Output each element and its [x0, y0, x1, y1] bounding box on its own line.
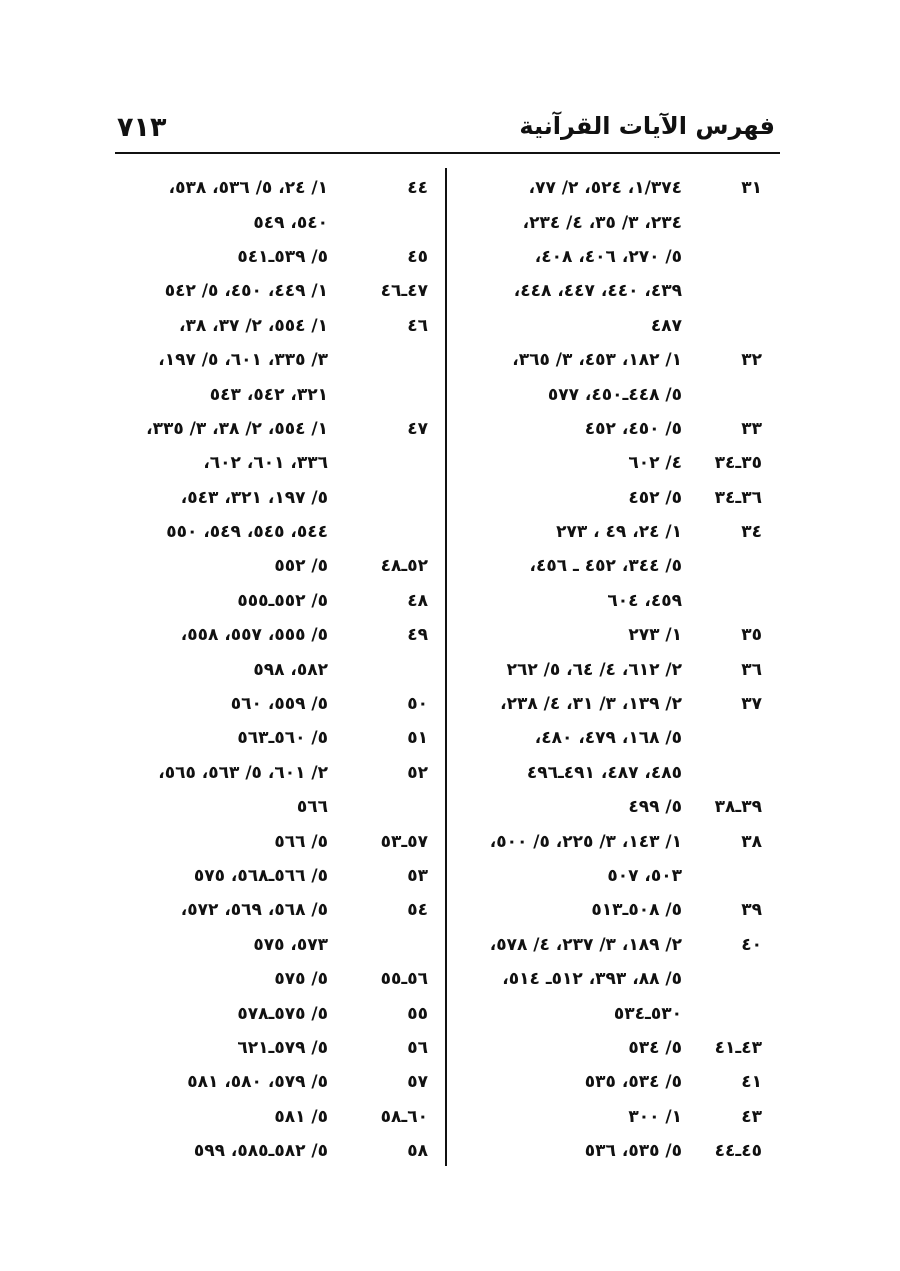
index-row: [466, 446, 780, 480]
index-row: [466, 309, 780, 343]
ayah-number: ٥٢ـ٤٨: [380, 556, 428, 577]
index-row: [466, 549, 780, 583]
ayah-number: ٥٧: [407, 1072, 428, 1093]
page-references: ١/٣٧٤، ٥٢٤، ٢/ ٧٧،: [528, 178, 682, 199]
index-row: [120, 928, 430, 962]
index-row: [120, 824, 430, 858]
ayah-number: ٥٣: [407, 866, 428, 886]
page-references: ٥/ ٢٧٠، ٤٠٦، ٤٠٨،: [534, 246, 682, 267]
page-references: ٥/ ٥٨١: [274, 1106, 328, 1127]
ayah-number: ٤١: [741, 1072, 762, 1093]
index-row: [120, 446, 430, 480]
index-row: [466, 343, 780, 377]
page-references: ١/ ١٤٣، ٣/ ٢٢٥، ٥/ ٥٠٠،: [489, 831, 682, 852]
page-references: ١/ ٢٧٣: [628, 625, 682, 646]
index-row: [120, 1065, 430, 1099]
page-references: ٥٤٠، ٥٤٩: [253, 212, 328, 233]
page-references: ٥/ ٥٣٤، ٥٣٥: [584, 1072, 682, 1093]
ayah-number: ٣٢: [741, 350, 762, 371]
index-row: [120, 721, 430, 755]
page-references: ٥/ ٥٦٠ـ٥٦٣: [237, 728, 328, 749]
ayah-number: ٥٤: [407, 900, 428, 921]
index-row: [120, 240, 430, 274]
index-row: [120, 549, 430, 583]
column-divider: [445, 168, 447, 1166]
page-references: ١/ ١٨٢، ٤٥٣، ٣/ ٣٦٥،: [512, 350, 682, 371]
index-row: [120, 1100, 430, 1134]
index-row: [120, 309, 430, 343]
index-row: [466, 618, 780, 652]
index-row: [120, 790, 430, 824]
ayah-number: ٤٥: [407, 246, 428, 267]
index-row: [120, 962, 430, 996]
index-row: [120, 1134, 430, 1168]
ayah-number: ٤٠: [741, 934, 762, 955]
ayah-number: ٤٩: [407, 625, 428, 646]
page-references: ٥/ ٤٩٩: [628, 797, 682, 818]
page-references: ٥/ ٥٧٩ـ٦٢١: [237, 1037, 328, 1058]
left-index-column: [120, 171, 430, 1168]
page-references: ٥/ ٥٦٦ـ٥٦٨، ٥٧٥: [193, 866, 328, 886]
page-references: ٥٠٣، ٥٠٧: [607, 866, 682, 886]
page-references: ٥/ ٥٧٥: [274, 969, 328, 990]
index-row: [466, 481, 780, 515]
ayah-number: ٥٦: [407, 1037, 428, 1058]
index-row: [466, 962, 780, 996]
ayah-number: ٣٦ـ٣٤: [714, 487, 762, 508]
index-row: [466, 859, 780, 893]
ayah-number: ٣٩: [741, 900, 762, 921]
index-row: [120, 996, 430, 1030]
ayah-number: ٥٨: [407, 1141, 428, 1162]
ayah-number: ٣٨: [741, 831, 762, 852]
ayah-number: ٣٤: [741, 522, 762, 543]
ayah-number: ٥٧ـ٥٣: [380, 831, 428, 852]
page-references: ١/ ٥٥٤، ٢/ ٣٨، ٣/ ٣٣٥،: [146, 418, 328, 439]
page-references: ١/ ٥٥٤، ٢/ ٣٧، ٣٨،: [179, 315, 328, 336]
index-row: [120, 859, 430, 893]
ayah-number: ٥٦ـ٥٥: [380, 969, 428, 990]
page-references: ٥/ ٤٤٨ـ٤٥٠، ٥٧٧: [547, 384, 682, 405]
index-row: [466, 205, 780, 239]
index-row: [120, 687, 430, 721]
page-references: ٥٨٢، ٥٩٨: [253, 659, 328, 680]
index-row: [466, 240, 780, 274]
index-row: [120, 343, 430, 377]
ayah-number: ٣٥ـ٣٤: [714, 453, 762, 474]
page-references: ٣٣٦، ٦٠١، ٦٠٢،: [203, 453, 328, 474]
page-references: ٥/ ٥٨٢ـ٥٨٥، ٥٩٩: [193, 1141, 328, 1162]
page-references: ١/ ٢٤، ٥/ ٥٣٦، ٥٣٨،: [168, 178, 328, 199]
index-row: [466, 1031, 780, 1065]
right-index-column: [466, 171, 780, 1168]
page-references: ٥/ ٥٦٨، ٥٦٩، ٥٧٢،: [180, 900, 328, 921]
index-row: [120, 618, 430, 652]
page-references: ٤/ ٦٠٢: [628, 453, 682, 474]
index-row: [466, 412, 780, 446]
ayah-number: ٦٠ـ٥٨: [380, 1106, 428, 1127]
index-row: [120, 652, 430, 686]
index-row: [466, 1065, 780, 1099]
index-row: [466, 824, 780, 858]
page-references: ٤٨٧: [650, 315, 682, 336]
ayah-number: ٤٧ـ٤٦: [380, 281, 428, 302]
index-row: [466, 652, 780, 686]
page-references: ٥٤٤، ٥٤٥، ٥٤٩، ٥٥٠: [166, 522, 328, 543]
page-references: ٥/ ٤٥٠، ٤٥٢: [584, 418, 682, 439]
page-references: ٢/ ٦٠١، ٥/ ٥٦٣، ٥٦٥،: [158, 762, 328, 783]
index-row: [120, 893, 430, 927]
index-row: [120, 171, 430, 205]
index-row: [466, 274, 780, 308]
page-references: ٥٧٣، ٥٧٥: [253, 934, 328, 955]
page-references: ٥/ ٣٤٤، ٤٥٢ ـ ٤٥٦،: [529, 556, 682, 577]
page-references: ٥/ ١٦٨، ٤٧٩، ٤٨٠،: [534, 728, 682, 749]
page-title: فهرس الآيات القرآنية: [519, 112, 775, 140]
index-row: [466, 515, 780, 549]
index-row: [466, 756, 780, 790]
index-row: [120, 481, 430, 515]
page-references: ٣/ ٣٣٥، ٦٠١، ٥/ ١٩٧،: [158, 350, 328, 371]
index-row: [120, 756, 430, 790]
page-references: ٥/ ٥٥٢: [274, 556, 328, 577]
ayah-number: ٣٧: [741, 694, 762, 715]
index-row: [466, 721, 780, 755]
index-row: [466, 377, 780, 411]
index-row: [466, 790, 780, 824]
index-row: [466, 687, 780, 721]
page-references: ١/ ٤٤٩، ٤٥٠، ٥/ ٥٤٢: [164, 281, 328, 302]
ayah-number: ٥٥: [407, 1003, 428, 1024]
page-references: ٥/ ٥٥٥، ٥٥٧، ٥٥٨،: [180, 625, 328, 646]
index-row: [466, 893, 780, 927]
page-references: ٥/ ٥٥٩، ٥٦٠: [230, 694, 328, 715]
ayah-number: ٤٣ـ٤١: [714, 1037, 762, 1058]
page-number: ٧١٣: [117, 112, 167, 143]
page-references: ٥/ ٥٦٦: [274, 831, 328, 852]
page-references: ٢٣٤، ٣/ ٣٥، ٤/ ٢٣٤،: [522, 212, 682, 233]
ayah-number: ٤٣: [741, 1106, 762, 1127]
index-row: [120, 205, 430, 239]
ayah-number: ٤٦: [407, 315, 428, 336]
page-references: ٥/ ١٩٧، ٣٢١، ٥٤٣،: [180, 487, 328, 508]
index-row: [120, 515, 430, 549]
page-references: ٥/ ٥٠٨ـ٥١٣: [591, 900, 682, 921]
page-references: ٥/ ٤٥٢: [628, 487, 682, 508]
index-row: [120, 274, 430, 308]
ayah-number: ٣٣: [741, 418, 762, 439]
page-references: ٥/ ٥٣٥، ٥٣٦: [584, 1141, 682, 1162]
ayah-number: ٤٥ـ٤٤: [714, 1141, 762, 1162]
ayah-number: ٣٥: [741, 625, 762, 646]
ayah-number: ٥٢: [407, 762, 428, 783]
index-row: [466, 1100, 780, 1134]
ayah-number: ٣٩ـ٣٨: [714, 797, 762, 818]
page-references: ٢/ ١٨٩، ٣/ ٢٣٧، ٤/ ٥٧٨،: [489, 934, 682, 955]
page-references: ٥/ ٥٣٤: [628, 1037, 682, 1058]
page-references: ١/ ٢٤، ٤٩ ، ٢٧٣: [556, 522, 682, 543]
index-row: [120, 1031, 430, 1065]
page-references: ٥٣٠ـ٥٣٤: [613, 1003, 682, 1024]
index-row: [466, 996, 780, 1030]
ayah-number: ٥١: [407, 728, 428, 749]
ayah-number: ٤٤: [407, 178, 428, 199]
ayah-number: ٣١: [741, 178, 762, 199]
page-references: ٣٢١، ٥٤٢، ٥٤٣: [209, 384, 328, 405]
page-references: ٤٥٩، ٦٠٤: [607, 590, 682, 611]
index-row: [466, 928, 780, 962]
page-references: ٤٨٥، ٤٨٧، ٤٩١ـ٤٩٦: [526, 762, 682, 783]
index-row: [120, 377, 430, 411]
ayah-number: ٤٨: [407, 590, 428, 611]
page-references: ٢/ ٦١٢، ٤/ ٦٤، ٥/ ٢٦٢: [506, 659, 682, 680]
page-references: ٢/ ١٣٩، ٣/ ٣١، ٤/ ٢٣٨،: [500, 694, 682, 715]
page-references: ٥/ ٥٥٢ـ٥٥٥: [237, 590, 328, 611]
page-references: ٥/ ٥٧٥ـ٥٧٨: [237, 1003, 328, 1024]
ayah-number: ٣٦: [741, 659, 762, 680]
index-row: [120, 412, 430, 446]
page-references: ٤٣٩، ٤٤٠، ٤٤٧، ٤٤٨،: [513, 281, 682, 302]
page-references: ٥٦٦: [296, 797, 328, 818]
ayah-number: ٤٧: [407, 418, 428, 439]
page-references: ٥/ ٥٣٩ـ٥٤١: [237, 246, 328, 267]
ayah-number: ٥٠: [407, 694, 428, 715]
page-references: ٥/ ٨٨، ٣٩٣، ٥١٢ـ ٥١٤،: [502, 969, 682, 990]
header-rule: [115, 152, 780, 154]
index-row: [466, 584, 780, 618]
page-references: ١/ ٣٠٠: [628, 1106, 682, 1127]
page-references: ٥/ ٥٧٩، ٥٨٠، ٥٨١: [187, 1072, 328, 1093]
index-row: [120, 584, 430, 618]
index-row: [466, 1134, 780, 1168]
index-row: [466, 171, 780, 205]
